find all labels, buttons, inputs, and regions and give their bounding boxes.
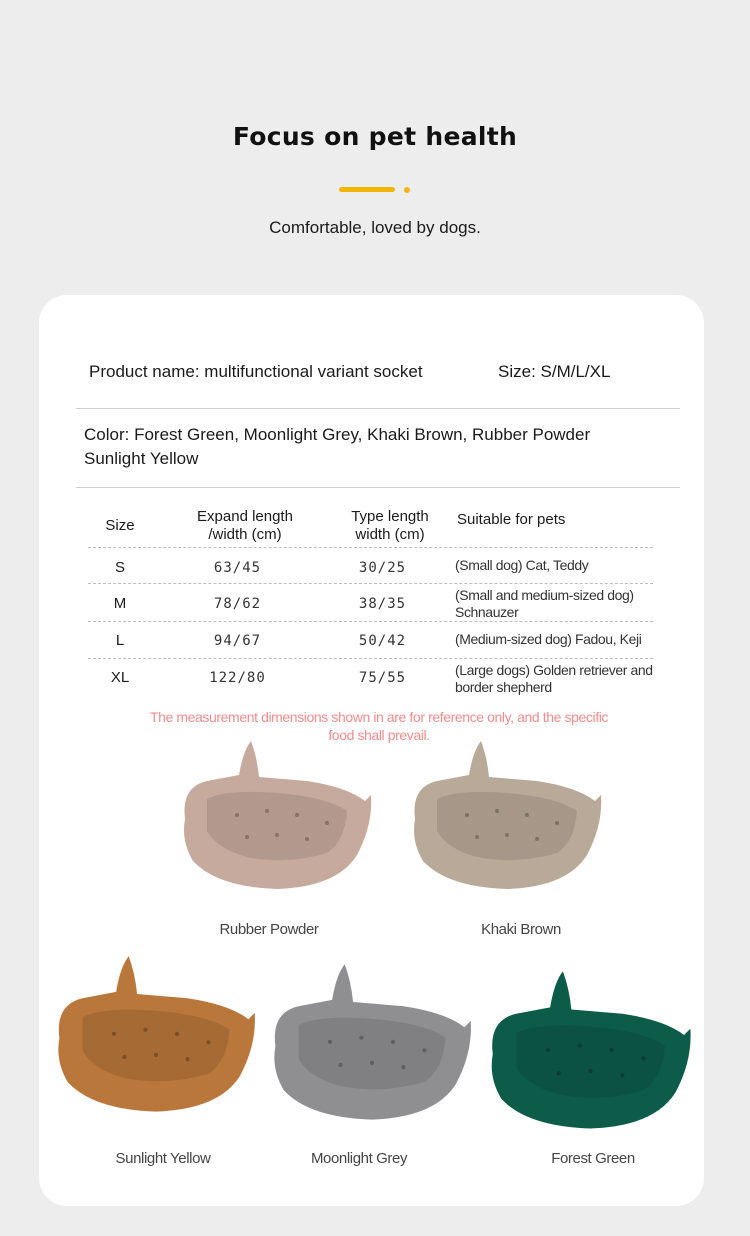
product-caption: Moonlight Grey bbox=[310, 1150, 408, 1167]
product-image-forest-green bbox=[483, 967, 698, 1137]
cell-pets-line-1: (Large dogs) Golden retriever and bbox=[455, 662, 653, 678]
header-type-line-2: width (cm) bbox=[355, 526, 425, 543]
product-color-line-2: Sunlight Yellow bbox=[84, 449, 199, 468]
product-caption: Forest Green bbox=[551, 1150, 635, 1167]
header-expand bbox=[170, 508, 320, 544]
cell-size: L bbox=[115, 632, 125, 649]
header-expand-line-2: /width (cm) bbox=[208, 526, 282, 543]
cell-expand: 78/62 bbox=[213, 596, 262, 612]
header-type bbox=[325, 508, 455, 544]
cell-pets-line-1: (Small dog) Cat, Teddy bbox=[455, 557, 589, 573]
product-caption: Khaki Brown bbox=[481, 921, 561, 938]
cell-expand: 63/45 bbox=[213, 560, 262, 576]
measurement-note-line-2: food shall prevail. bbox=[328, 727, 430, 743]
divider bbox=[76, 408, 680, 409]
cell-size: S bbox=[114, 559, 125, 576]
cell-pets-line-1: (Medium-sized dog) Fadou, Keji bbox=[455, 631, 642, 647]
cell-pets bbox=[455, 557, 588, 574]
header-type-line-1: Type length bbox=[351, 508, 429, 525]
cell-type: 38/35 bbox=[358, 596, 407, 612]
accent-bar bbox=[339, 187, 395, 192]
cell-pets-line-2: border shepherd bbox=[455, 679, 552, 695]
product-name: Product name: multifunctional variant socket bbox=[89, 362, 423, 381]
row-divider bbox=[88, 547, 653, 548]
accent-dot bbox=[404, 187, 410, 193]
cell-size: XL bbox=[110, 669, 130, 686]
cell-pets bbox=[455, 631, 641, 648]
page-title: Focus on pet health bbox=[232, 122, 518, 151]
cell-pets bbox=[455, 587, 634, 621]
product-image-moonlight-grey bbox=[267, 959, 477, 1129]
row-divider bbox=[88, 583, 653, 584]
header-expand-line-1: Expand length bbox=[197, 508, 293, 525]
cell-type: 30/25 bbox=[358, 560, 407, 576]
product-color-line-1: Color: Forest Green, Moonlight Grey, Khaki Brown, Rubber Powder bbox=[84, 425, 591, 444]
divider bbox=[76, 487, 680, 488]
cell-pets-line-2: Schnauzer bbox=[455, 604, 519, 620]
header-size: Size bbox=[105, 517, 135, 534]
cell-expand: 122/80 bbox=[209, 670, 266, 686]
product-image-sunlight-yellow bbox=[51, 951, 261, 1121]
measurement-note-line-1: The measurement dimensions shown in are for reference only, and the specific bbox=[149, 709, 609, 725]
product-size: Size: S/M/L/XL bbox=[498, 362, 611, 381]
row-divider bbox=[88, 621, 653, 622]
page-subtitle: Comfortable, loved by dogs. bbox=[269, 218, 481, 237]
row-divider bbox=[88, 658, 653, 659]
cell-expand: 94/67 bbox=[213, 633, 262, 649]
cell-type: 75/55 bbox=[358, 670, 407, 686]
product-caption: Rubber Powder bbox=[219, 921, 319, 938]
product-caption: Sunlight Yellow bbox=[115, 1150, 211, 1167]
cell-pets-line-1: (Small and medium-sized dog) bbox=[455, 587, 634, 603]
cell-type: 50/42 bbox=[358, 633, 407, 649]
product-info-card bbox=[39, 295, 704, 1206]
cell-pets bbox=[455, 662, 653, 696]
product-image-khaki-brown bbox=[407, 737, 607, 897]
product-image-rubber-powder bbox=[177, 737, 377, 897]
header-pets: Suitable for pets bbox=[457, 511, 566, 528]
cell-size: M bbox=[113, 595, 127, 612]
